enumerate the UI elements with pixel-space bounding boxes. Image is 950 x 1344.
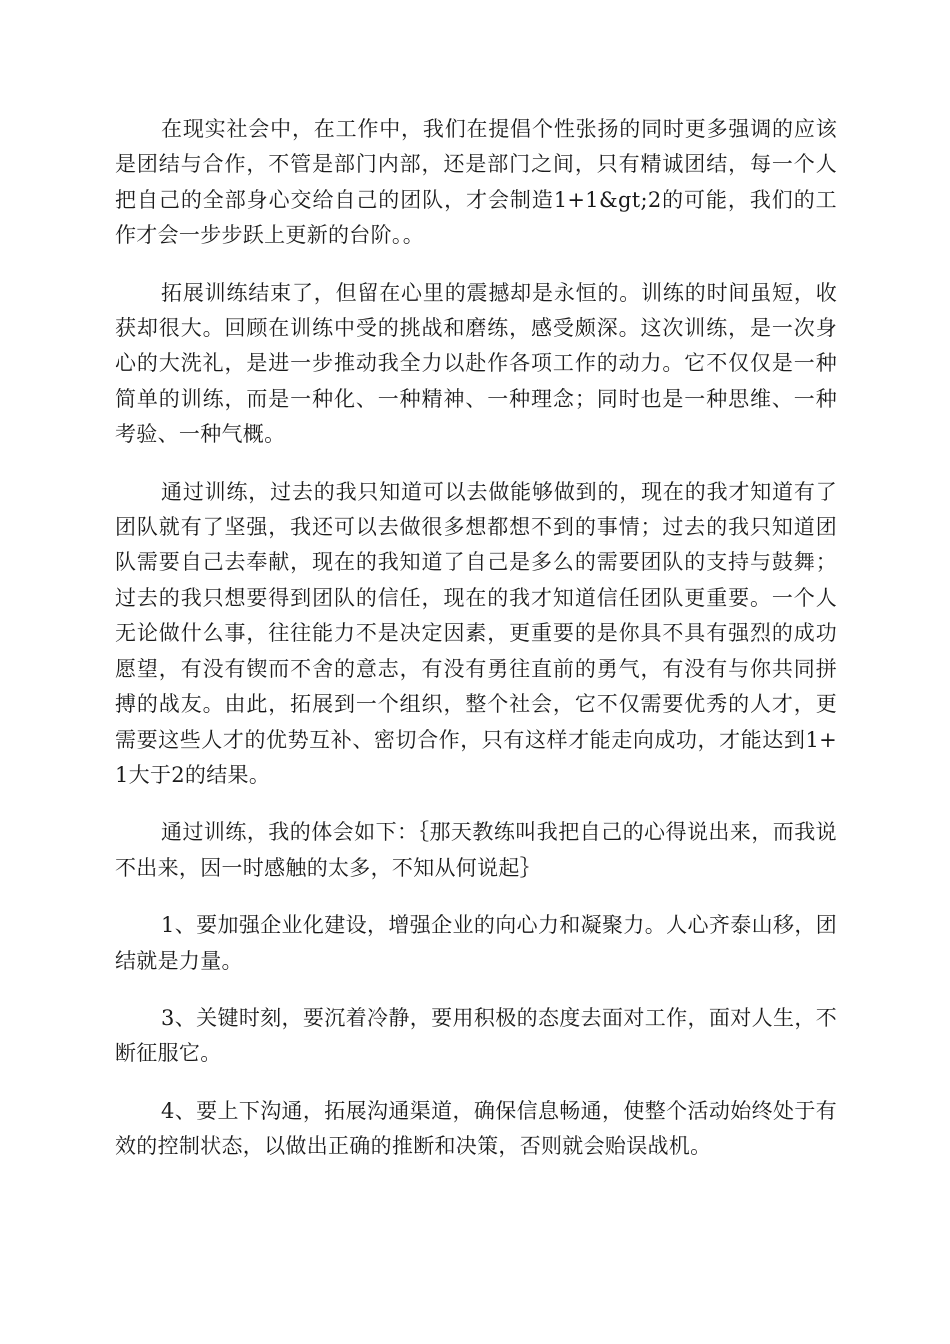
paragraph-3: 通过训练，过去的我只知道可以去做能够做到的，现在的我才知道有了团队就有了坚强，我还可以去做很多想都想不到的事情；过去的我只知道团队需要自己去奉献，现在的我知道了自己是多么的需要团队的支持与鼓舞；过去的我只想要得到团队的信任，现在的我才知道信任团队更重要。一个人无论做什么事，往往能力不是决定因素，更重要的是你具不具有强烈的成功愿望，有没有锲而不舍的意志，有没有勇往直前的勇气，有没有与你共同拼搏的战友。由此，拓展到一个组织，整个社会，它不仅需要优秀的人才，更需要这些人才的优势互补、密切合作，只有这样才能走向成功，才能达到1+1大于2的结果。	[115, 479, 837, 787]
paragraph-4: 通过训练，我的体会如下：｛那天教练叫我把自己的心得说出来，而我说不出来，因一时感触的太多，不知从何说起｝	[115, 820, 837, 880]
paragraph-2: 拓展训练结束了，但留在心里的震撼却是永恒的。训练的时间虽短，收获却很大。回顾在训练中受的挑战和磨练，感受颇深。这次训练，是一次身心的大洗礼，是进一步推动我全力以赴作各项工作的动力。它不仅仅是一种简单的训练，而是一种化、一种精神、一种理念；同时也是一种思维、一种考验、一种气概。	[115, 280, 837, 447]
paragraph-1: 在现实社会中，在工作中，我们在提倡个性张扬的同时更多强调的应该是团结与合作，不管是部门内部，还是部门之间，只有精诚团结，每一个人把自己的全部身心交给自己的团队，才会制造1+1&gt;2的可能，我们的工作才会一步步跃上更新的台阶。。	[115, 117, 837, 248]
paragraph-6: 3、关键时刻，要沉着冷静，要用积极的态度去面对工作，面对人生，不断征服它。	[115, 1005, 837, 1066]
paragraph-5: 1、要加强企业化建设，增强企业的向心力和凝聚力。人心齐泰山移，团结就是力量。	[115, 913, 837, 973]
document-body	[115, 112, 837, 1187]
paragraph-7: 4、要上下沟通，拓展沟通渠道，确保信息畅通，使整个活动始终处于有效的控制状态，以做出正确的推断和决策，否则就会贻误战机。	[115, 1098, 837, 1159]
